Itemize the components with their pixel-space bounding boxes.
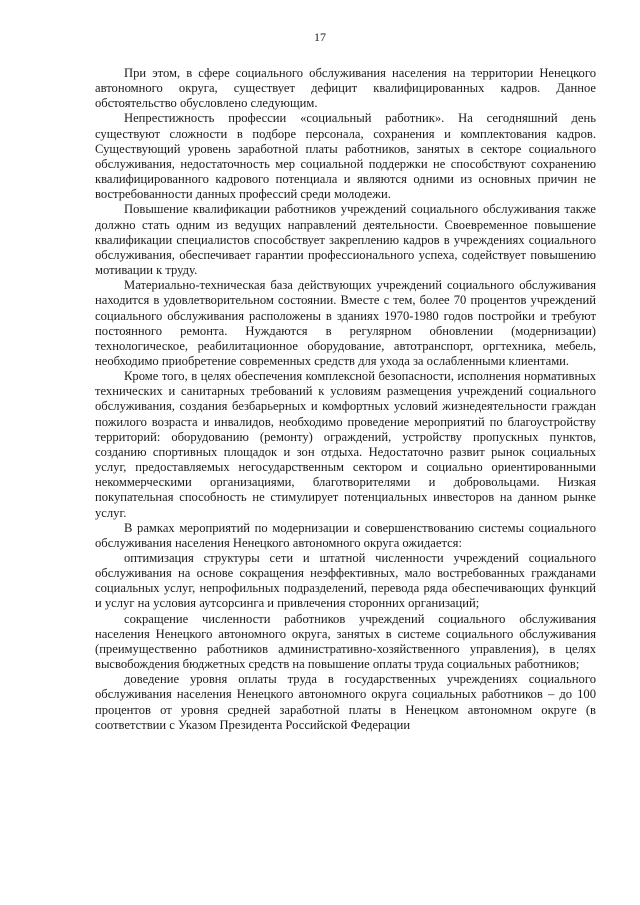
paragraph-profession-prestige: Непрестижность профессии «социальный работник». На сегодняшний день существуют сложности в подборе персонала, сохранения и комплектования кадров. Существующий уровень заработной платы работников, занятых в секторе социального обслуживания, недостаточность мер социальной поддержки не способствуют сохранению квалифицированного кадрового потенциала и являются одними из основных причин не востребованности данных профессий среди молодежи. bbox=[95, 111, 596, 202]
list-item-network-optimization: оптимизация структуры сети и штатной численности учреждений социального обслуживания на основе сокращения неэффективных, мало востребованных гражданами социальных услуг, непрофильных подразделений, перевода ряда обеспечивающих функций и услуг на условия аутсорсинга и привлечения сторонних организаций; bbox=[95, 551, 596, 611]
page-number: 17 bbox=[314, 30, 326, 44]
list-item-staff-reduction: сокращение численности работников учреждений социального обслуживания населения Ненецкого автономного округа, занятых в системе социального обслуживания (преимущественно работников административно-хозяйственного управления), в целях высвобождения бюджетных средств на повышение оплаты труда социальных работников; bbox=[95, 611, 596, 672]
paragraph-safety-measures: Кроме того, в целях обеспечения комплексной безопасности, исполнения нормативных технических и санитарных требований к условиям размещения учреждений социального обслуживания, создания безбарьерных и комфортных условий жизнедеятельности граждан пожилого возраста и инвалидов, необходимо проведение мероприятий по благоустройству территорий: оборудованию (ремонту) ограждений, устройству пропускных пунктов, созданию спортивных площадок и зон отдыха. Недостаточно развит рынок социальных услуг, предоставляемых негосударственным сектором и социально ориентированными некоммерческими организациями, благотворителями и добровольцами. Низкая покупательная способность не стимулирует потенциальных инвесторов на данном рынке услуг. bbox=[95, 369, 596, 520]
paragraph-staff-shortage: При этом, в сфере социального обслуживания населения на территории Ненецкого автономного округа, существует дефицит квалифицированных кадров. Данное обстоятельство обусловлено следующим. bbox=[95, 66, 596, 111]
list-item-salary-increase: доведение уровня оплаты труда в государственных учреждениях социального обслуживания населения Ненецкого автономного округа социальных работников – до 100 процентов от уровня средней заработной платы в Ненецком автономном округе (в соответствии с Указом Президента Российской Федерации bbox=[95, 672, 596, 732]
paragraph-qualification: Повышение квалификации работников учреждений социального обслуживания также должно стать одним из ведущих направлений деятельности. Своевременное повышение квалификации специалистов способствует закреплению кадров в учреждениях социального обслуживания, обеспечивает гарантии профессионального успеха, содействует повышению мотивации к труду. bbox=[95, 202, 596, 278]
body-text bbox=[95, 66, 596, 733]
paragraph-material-base: Материально-техническая база действующих учреждений социального обслуживания находится в удовлетворительном состоянии. Вместе с тем, более 70 процентов учреждений социального обслуживания расположены в зданиях 1970-1980 годов постройки и требуют постоянного ремонта. Нуждаются в регулярном обновлении (модернизации) технологическое, реабилитационное оборудование, автотранспорт, оргтехника, мебель, необходимо приобретение современных средств для ухода за ослабленными клиентами. bbox=[95, 278, 596, 368]
paragraph-modernization-intro: В рамках мероприятий по модернизации и совершенствованию системы социального обслуживания населения Ненецкого автономного округа ожидается: bbox=[95, 520, 596, 550]
